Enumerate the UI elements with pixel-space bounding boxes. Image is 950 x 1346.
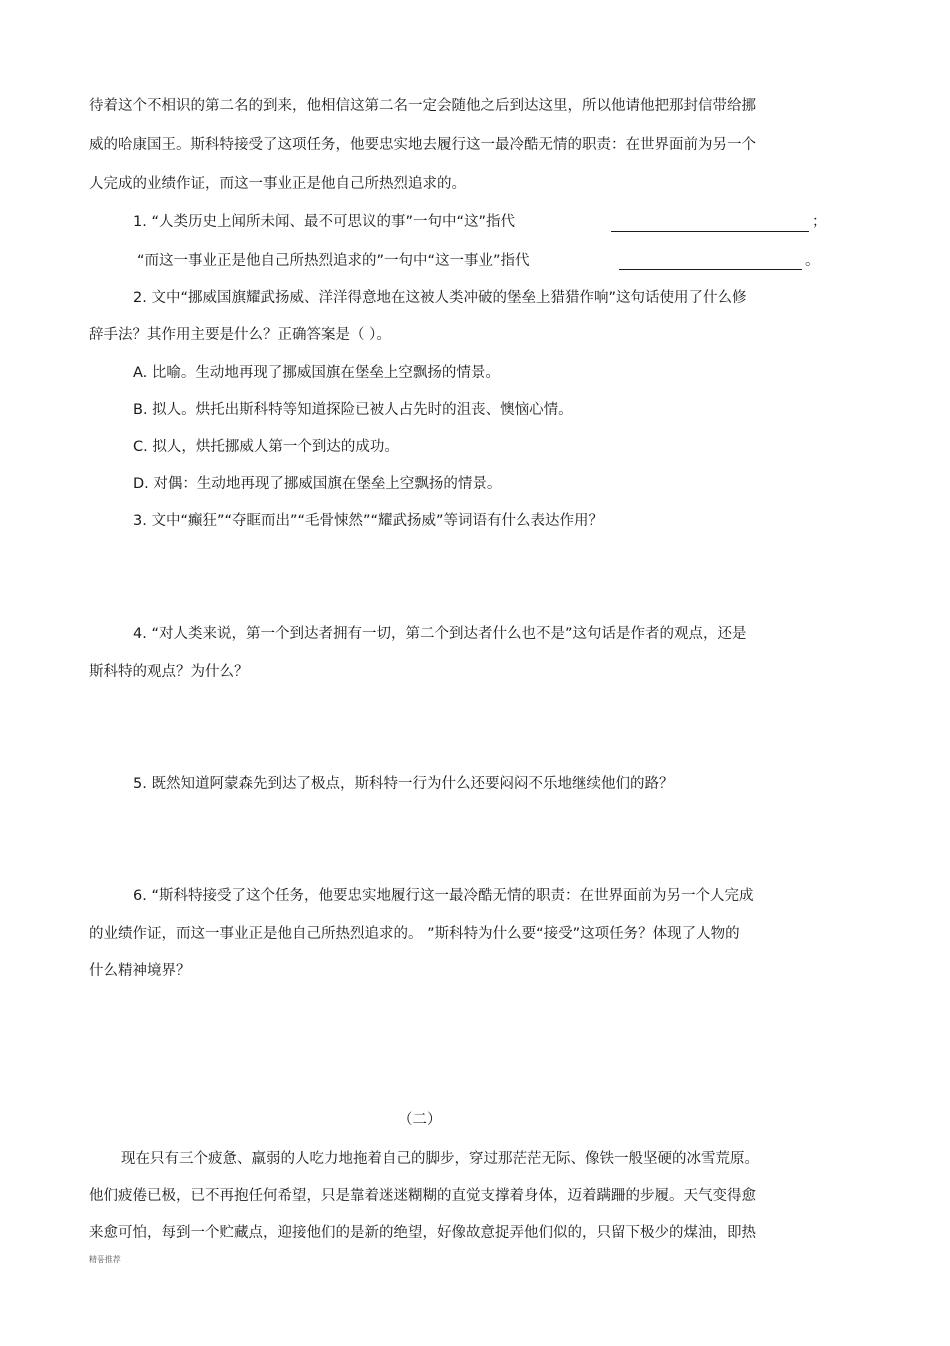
section-2-line-3: 来愈可怕，每到一个贮藏点，迎接他们的是新的绝望，好像故意捉弄他们似的，只留下极少的煤油，即热 [89,1225,756,1241]
question-3: 3. 文中“癫狂”“夺眶而出”“毛骨悚然”“耀武扬威”等词语有什么表达作用？ [133,513,604,529]
question-6-line-1: 6. “斯科特接受了这个任务，他要忠实地履行这一最冷酷无情的职责：在世界面前为另一个人完成 [133,888,754,904]
option-a: A. 比喻。生动地再现了挪威国旗在堡垒上空飘扬的情景。 [133,365,500,381]
question-1-line-1-end: ； [812,214,827,230]
section-2-line-2: 他们疲倦已极，已不再抱任何希望，只是靠着迷迷糊糊的直觉支撑着身体，迈着蹒跚的步履。天气变得愈 [89,1188,756,1204]
question-2-line-2: 辞手法？其作用主要是什么？正确答案是（ ）。 [89,327,391,343]
question-1-line-2-end: 。 [805,253,820,269]
passage-line-3: 人完成的业绩作证，而这一事业正是他自己所热烈追求的。 [89,176,466,192]
question-5: 5. 既然知道阿蒙森先到达了极点，斯科特一行为什么还要闷闷不乐地继续他们的路？ [133,776,674,792]
option-b: B. 拟人。烘托出斯科特等知道探险已被人占先时的沮丧、懊恼心情。 [133,402,573,418]
page-footer: 精품推荐 [89,1255,121,1264]
passage-line-2: 威的哈康国王。斯科特接受了这项任务，他要忠实地去履行这一最冷酷无情的职责：在世界面前为另一个 [89,137,756,153]
question-4-line-1: 4. “对人类来说，第一个到达者拥有一切，第二个到达者什么也不是”这句话是作者的观点，还是 [133,626,747,642]
option-c: C. 拟人，烘托挪威人第一个到达的成功。 [133,439,399,455]
question-6-line-3: 什么精神境界？ [89,963,191,979]
question-2-line-1: 2. 文中“挪威国旗耀武扬威、洋洋得意地在这被人类冲破的堡垒上猎猎作响”这句话使用了什么修 [133,290,747,306]
answer-blank-2[interactable] [619,269,802,270]
question-1-line-1: 1. “人类历史上闻所未闻、最不可思议的事”一句中“这”指代 [133,214,515,230]
passage-line-1: 待着这个不相识的第二名的到来，他相信这第二名一定会随他之后到达这里，所以他请他把那封信带给挪 [89,98,756,114]
question-1-line-2: “而这一事业正是他自己所热烈追求的”一句中“这一事业”指代 [137,253,530,269]
section-2-heading: （二） [398,1112,442,1128]
question-4-line-2: 斯科特的观点？为什么？ [89,664,249,680]
option-d: D. 对偶：生动地再现了挪威国旗在堡垒上空飘扬的情景。 [133,476,502,492]
question-6-line-2: 的业绩作证，而这一事业正是他自己所热烈追求的。 ”斯科特为什么要“接受”这项任务？体现了人物的 [89,926,740,942]
answer-blank-1[interactable] [611,231,809,232]
section-2-line-1: 现在只有三个疲惫、羸弱的人吃力地拖着自己的脚步，穿过那茫茫无际、像铁一般坚硬的冰雪荒原。 [121,1151,759,1167]
